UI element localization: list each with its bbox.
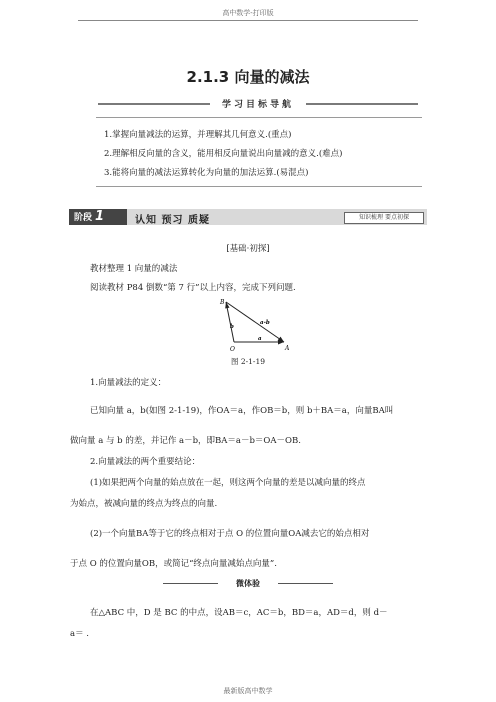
label-O: O (230, 346, 235, 352)
label-b: b (230, 324, 234, 330)
definition-heading: 1.向量减法的定义： (90, 378, 167, 388)
goal-item-1: 1.掌握向量减法的运算，并理解其几何意义.(重点) (104, 130, 292, 140)
learning-goals-banner (98, 98, 418, 110)
goal-item-3: 3.能将向量的减法运算转化为向量的加法运算.(易混点) (104, 168, 309, 178)
stage-badge: 知识梳理 要点初探 (344, 212, 424, 224)
page-footer: 最新版高中数学 (223, 687, 273, 695)
label-B: B (220, 299, 225, 306)
textbook-note: 教材整理 1 向量的减法 (90, 264, 178, 274)
conclusions-heading: 2.向量减法的两个重要结论： (90, 457, 201, 467)
section-label: [基础·初探] (226, 244, 270, 254)
label-a: a (258, 336, 262, 342)
conclusion-1-line-1: (1)如果把两个向量的始点放在一起，则这两个向量的差是以减向量的终点 (90, 478, 366, 488)
banner-rule-right (306, 103, 418, 105)
learning-goals-heading: 学习目标导航 (210, 97, 306, 110)
reading-note: 阅读教材 P84 倒数“第 7 行”以上内容，完成下列问题. (90, 283, 296, 293)
stage-title: 认知 预习 质疑 (135, 215, 210, 226)
definition-line-2: 做向量 a 与 b 的差，并记作 a－b，即BA＝a－b＝OA－OB. (70, 436, 301, 446)
conclusion-2-line-1: (2)一个向量BA等于它的终点相对于点 O 的位置向量OA减去它的始点相对 (90, 529, 370, 539)
vector-amb-line (226, 302, 284, 342)
banner-rule-left (98, 103, 210, 105)
exercise-heading: 微体验 (218, 578, 278, 589)
vector-figure (218, 298, 298, 352)
label-a-minus-b: a-b (260, 320, 270, 326)
conclusion-1-line-2: 为始点，被减向量的终点为终点的向量. (70, 499, 218, 509)
exercise-line-1: 在△ABC 中，D 是 BC 的中点，设AB＝c，AC＝b，BD＝a，AD＝d，则 d－ (90, 608, 388, 618)
stage-tag-label: 阶段 (74, 213, 93, 223)
exercise-divider (163, 578, 333, 588)
header-divider (78, 20, 418, 21)
page-header: 高中数学-打印版 (222, 9, 274, 17)
stage-number: 1 (95, 209, 105, 224)
goal-item-2: 2.理解相反向量的含义，能用相反向量说出向量减的意义.(难点) (104, 149, 343, 159)
divider-rule-right (278, 583, 333, 584)
conclusion-2-line-2: 于点 O 的位置向量OB，或简记“终点向量减始点向量”. (70, 559, 277, 569)
label-A: A (285, 345, 290, 352)
exercise-line-2: a＝ . (70, 629, 89, 639)
stage-tag (69, 209, 127, 225)
section-title: 2.1.3 向量的减法 (186, 68, 310, 86)
divider-rule-left (163, 583, 218, 584)
figure-caption: 图 2-1-19 (230, 357, 266, 366)
definition-line-1: 已知向量 a，b(如图 2-1-19)，作OA＝a，作OB＝b，则 b＋BA＝a，向量BA叫 (90, 406, 394, 416)
